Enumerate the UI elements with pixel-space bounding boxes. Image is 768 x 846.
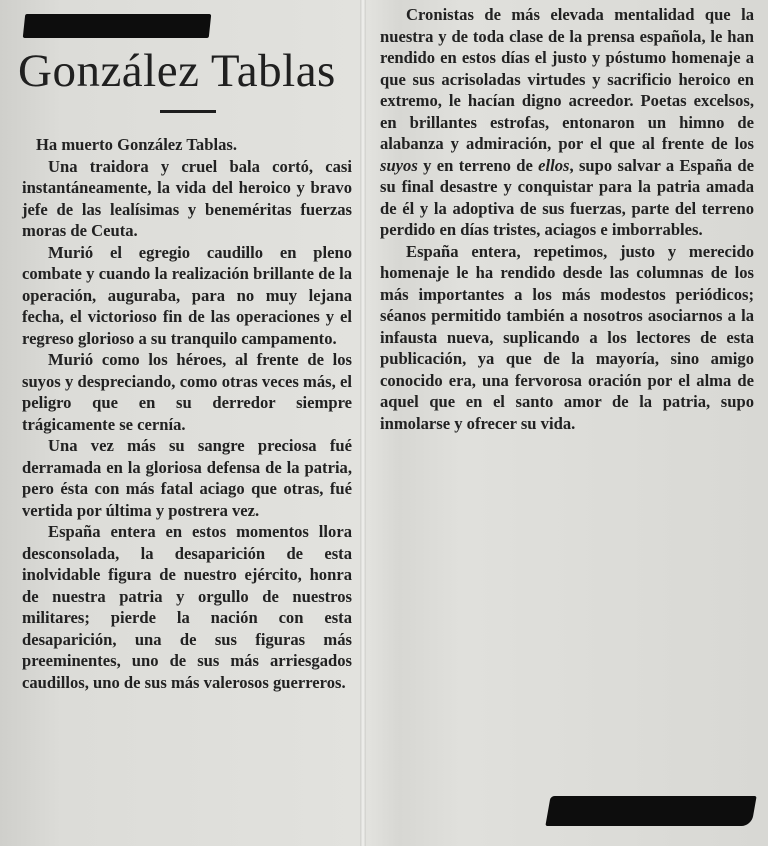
paragraph-7-part-b: y en terreno de: [417, 155, 539, 175]
paragraph-7: [380, 4, 754, 241]
paragraph-1: Ha muerto González Tablas.: [36, 135, 237, 154]
paragraph-7-part-a: Cronistas de más elevada mentalidad que la nuestra y de toda clase de la prensa española, le han rendido en estos días el justo y póstumo homenaje a que sus acrisoladas virtudes y sacrificio heroico en extremo, le hacían digno acreedor. Poetas excelsos, en brillantes estrofas, entonaron un himno de alabanza y admiración, por el que al frente de los: [380, 5, 754, 153]
redaction-bar-bottom: [545, 796, 756, 826]
left-column-text: [22, 134, 352, 693]
paragraph-5: Una vez más su sangre preciosa fué derramada en la gloriosa defensa de la patria, pero ésta con más fatal aciago que otras, fué vertida por última y postrera vez.: [22, 436, 352, 520]
paragraph-2: Una traidora y cruel bala cortó, casi instantáneamente, la vida del heroico y bravo jefe de las lealísimas y beneméritas fuerzas moras de Ceuta.: [22, 156, 352, 240]
paragraph-7-part-c: , supo salvar a España de su final desastre y conquistar para la patria amada de él y la adoptiva de sus fuerzas, parte del terreno perdido en días tristes, aciagos e imborrables.: [380, 155, 754, 239]
paragraph-7-emphasis-ellos: ellos: [538, 155, 570, 175]
headline-rule: [160, 110, 216, 113]
paragraph-7-emphasis-suyos: suyos: [380, 155, 418, 175]
article-headline: González Tablas: [18, 45, 336, 97]
right-column-text: [380, 4, 754, 434]
paragraph-6: España entera en estos momentos llora desconsolada, la desaparición de esta inolvidable figura de nuestro ejército, honra de nuestra patria y orgullo de nuestros militares; pierde la nación con esta desaparición, una de sus figuras más preeminentes, uno de sus más arriesgados caudillos, uno de sus más valerosos guerreros.: [22, 522, 352, 692]
paragraph-8: España entera, repetimos, justo y merecido homenaje le ha rendido desde las columnas de los más importantes a los más modestos periódicos; séanos permitido también a nosotros asociarnos a la infausta nueva, suplicando a los lectores de esta publicación, ya que de la mayoría, sino amigo conocido era, una fervorosa oración por el alma de aquel que en el santo amor de la patria, supo inmolarse y ofrecer su vida.: [380, 241, 754, 433]
column-gutter: [360, 0, 366, 846]
paragraph-3: Murió el egregio caudillo en pleno combate y cuando la realización brillante de la operación, auguraba, para no muy lejana fecha, el victorioso fin de las operaciones y el regreso glorioso a su tranquilo campamento.: [22, 242, 352, 348]
paragraph-4: Murió como los héroes, al frente de los suyos y despreciando, como otras veces más, el peligro que en su derredor siempre trágicamente se cernía.: [22, 350, 352, 434]
redaction-bar-top: [23, 14, 212, 38]
